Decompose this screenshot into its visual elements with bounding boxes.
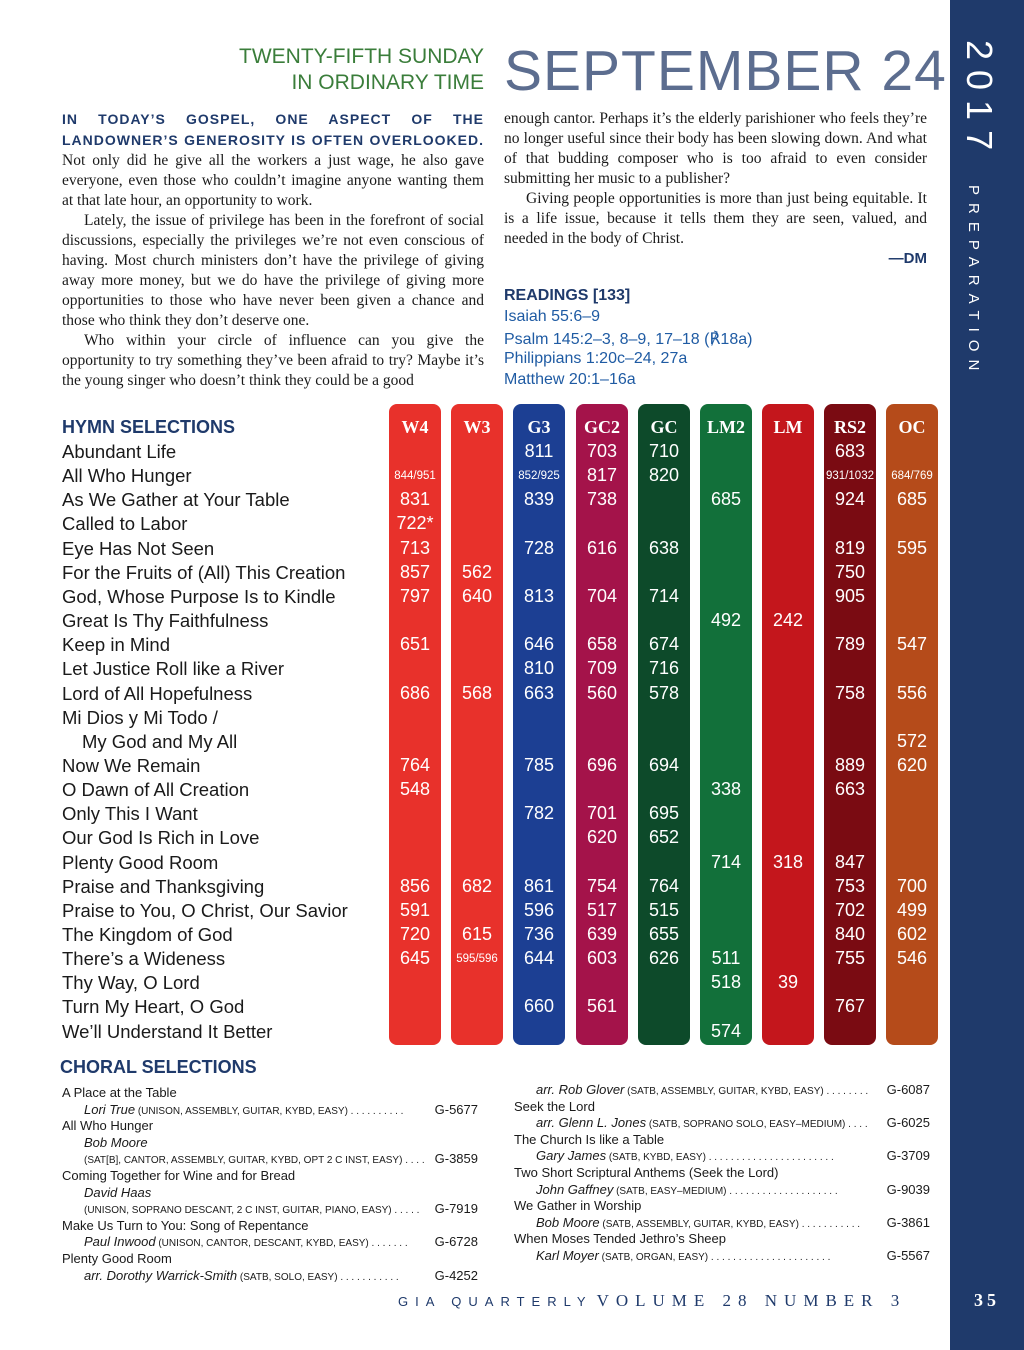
choral-catalog-number: G-3861 [886,1214,930,1230]
hymn-number-cell: 728 [523,537,555,558]
choral-voicing: (SATB, ASSEMBLY, GUITAR, KYBD, EASY) . . . . . . . . [624,1086,869,1097]
hymn-number-cell: 561 [586,996,618,1017]
hymn-number-cell: 782 [523,803,555,824]
hymn-number-cell: 861 [523,875,555,896]
article-column-left [62,109,484,391]
choral-credit [84,1135,478,1150]
choral-arranger: Lori True [84,1101,136,1117]
hymn-number-cell: 819 [834,537,866,558]
choral-title: Two Short Scriptural Anthems (Seek the Lord) [514,1165,779,1180]
choral-credit [536,1082,930,1097]
hymn-number-cell: 684/769 [891,470,933,483]
hymn-number-cell: 857 [399,561,431,582]
hymn-number-cell: 703 [586,441,618,461]
hymn-number-cell: 652 [648,827,680,848]
hymnal-column-header: OC [898,417,926,437]
hymn-title: Eye Has Not Seen [62,537,215,559]
choral-title: We Gather in Worship [514,1198,642,1214]
hymn-title: All Who Hunger [62,465,192,487]
choral-title: A Place at the Table [62,1085,177,1100]
choral-catalog-number: G-6087 [886,1082,930,1097]
choral-credit [536,1148,930,1163]
hymn-title: Our God Is Rich in Love [62,827,260,849]
hymn-number-cell: 639 [586,924,618,944]
hymn-number-cell: 694 [648,754,680,775]
choral-credit [536,1248,930,1263]
choral-voicing: (SATB, KYBD, EASY) . . . . . . . . . . . . . . . . . . . . . . . [606,1152,834,1164]
hymn-number-cell: 695 [648,803,680,824]
hymn-number-cell: 840 [834,924,866,944]
choral-catalog-number: G-5567 [886,1248,930,1263]
liturgical-day [200,44,484,96]
hymn-number-cell: 847 [834,851,866,872]
hymn-number-cell: 548 [399,779,431,800]
hymn-number-cell: 242 [772,610,804,631]
hymn-number-cell: 562 [461,561,493,582]
hymn-number-cell: 683 [834,441,866,461]
choral-catalog-number: G-3859 [434,1151,478,1167]
choral-selections-heading: CHORAL SELECTIONS [60,1057,257,1077]
hymn-number-cell: 810 [523,658,555,679]
hymn-number-cell: 817 [586,465,618,486]
hymn-number-cell: 931/1032 [826,470,874,483]
hymn-number-cell: 651 [399,634,431,655]
hymn-number-cell: 701 [586,803,618,824]
hymnal-column-header: W3 [463,417,491,437]
hymn-number-cell: 518 [710,972,742,993]
hymn-number-cell: 813 [523,585,555,606]
choral-catalog-number: G-4252 [434,1267,478,1283]
liturgical-day-line1: TWENTY-FIFTH SUNDAY [239,45,484,68]
choral-voicing: (SATB, EASY–MEDIUM) . . . . . . . . . . . . . . . . . . . . [613,1185,838,1197]
choral-voicing: (UNISON, CANTOR, DESCANT, KYBD, EASY) . . . . . . . [155,1238,408,1250]
hymn-number-cell: 338 [710,779,742,800]
hymn-title: Now We Remain [62,754,201,776]
choral-credit [536,1215,930,1230]
hymn-number-cell: 750 [834,561,866,582]
choral-credit [84,1151,478,1166]
choral-catalog-number: G-3709 [886,1148,930,1164]
hymn-title: Great Is Thy Faithfulness [62,610,269,632]
article-paragraph: Who within your circle of influence can you give the opportunity to try something they’ve been afraid to try? Maybe it’s the young singer who doesn’t think they could be a good [62,332,484,389]
choral-voicing: (UNISON, ASSEMBLY, GUITAR, KYBD, EASY) . . . . . . . . . . [135,1105,404,1117]
reading-item: Matthew 20:1–16a [504,371,636,388]
hymn-number-cell: 640 [461,585,493,606]
hymn-number-cell: 755 [834,948,866,969]
hymn-number-cell: 820 [648,465,680,486]
hymn-number-cell: 856 [399,875,431,896]
hymn-title: O Dawn of All Creation [62,779,250,801]
liturgical-day-line2: IN ORDINARY TIME [291,71,484,94]
article-paragraph: enough cantor. Perhaps it’s the elderly parishioner who feels they’re no longer useful since their body has been slowing down. And what of that budding composer who is too afraid to even consider submitting her music to a publisher? [504,110,927,187]
hymn-number-cell: 595 [896,537,928,558]
hymn-title: We’ll Understand It Better [62,1020,273,1042]
hymn-number-cell: 720 [399,924,431,944]
hymn-number-cell: 831 [399,489,431,510]
article-signature: —DM [888,250,927,267]
hymn-title: God, Whose Purpose Is to Kindle [62,585,336,607]
hymn-number-cell: 620 [586,827,618,848]
choral-title: Seek the Lord [514,1098,595,1114]
hymn-title: As We Gather at Your Table [62,489,290,511]
hymn-number-cell: 789 [834,634,866,655]
hymn-number-cell: 758 [834,682,866,703]
hymn-number-cell: 839 [523,489,555,510]
hymn-number-cell: 591 [399,899,431,920]
hymn-number-cell: 767 [834,996,866,1017]
hymn-number-cell: 492 [710,610,742,631]
hymn-title: Turn My Heart, O God [62,996,245,1018]
hymn-number-cell: 713 [399,537,431,558]
hymn-title: Lord of All Hopefulness [62,682,253,704]
choral-catalog-number: G-7919 [434,1201,478,1217]
hymn-number-cell: 722* [396,513,434,534]
hymn-number-cell: 764 [648,875,680,896]
hymn-number-cell: 603 [586,948,618,969]
choral-arranger: Bob Moore [84,1134,148,1150]
hymn-number-cell: 615 [461,924,493,944]
hymn-title: The Kingdom of God [62,924,233,945]
hymn-number-cell: 556 [896,682,928,703]
hymn-title: Only This I Want [62,803,198,825]
hymn-number-cell: 620 [896,754,928,775]
choral-credit [84,1185,478,1200]
choral-title: Plenty Good Room [62,1251,172,1266]
hymn-number-cell: 785 [523,754,555,775]
publication-name: GIA QUARTERLY [398,1294,593,1309]
hymn-number-cell: 797 [399,585,431,606]
hymn-number-cell: 811 [524,441,554,461]
hymn-number-cell: 572 [896,730,928,751]
hymn-number-cell: 700 [896,875,928,896]
choral-catalog-number: G-6025 [886,1115,930,1131]
hymn-number-cell: 714 [710,851,742,872]
choral-arranger: Paul Inwood [84,1234,156,1250]
hymn-number-cell: 595/596 [456,953,498,966]
choral-arranger: arr. Dorothy Warrick-Smith [84,1267,238,1283]
hymn-selections-heading: HYMN SELECTIONS [62,417,236,437]
hymn-number-cell: 714 [648,585,680,606]
choral-title: When Moses Tended Jethro’s Sheep [514,1231,726,1247]
choral-voicing: (SATB, SOPRANO SOLO, EASY–MEDIUM) . . . . [646,1119,868,1131]
hymn-number-cell: 696 [586,754,618,775]
hymn-number-cell: 560 [586,682,618,703]
hymn-number-cell: 674 [648,634,680,655]
article-column-right [504,109,927,269]
choral-voicing: (SATB, SOLO, EASY) . . . . . . . . . . . [237,1271,399,1283]
hymn-number-cell: 547 [896,634,928,655]
hymn-number-cell: 39 [777,972,799,993]
hymn-number-cell: 578 [648,682,680,703]
choral-arranger: David Haas [84,1184,152,1200]
choral-credit [84,1234,478,1249]
choral-catalog-number: G-9039 [886,1181,930,1197]
hymn-number-cell: 616 [586,537,618,558]
hymnal-column-header: G3 [527,417,551,437]
sidebar-band [950,0,1024,1350]
hymn-number-cell: 660 [523,996,555,1017]
hymn-number-cell: 318 [772,851,804,872]
hymn-number-cell: 596 [523,899,555,920]
hymn-number-cell: 602 [896,924,928,944]
hymn-number-cell: 515 [648,899,680,920]
publication-volume: VOLUME 28 NUMBER 3 [596,1291,907,1310]
hymn-number-cell: 844/951 [394,470,436,483]
hymn-number-cell: 710 [648,441,680,461]
hymn-title: There’s a Wideness [62,948,226,970]
hymn-number-cell: 499 [896,899,928,920]
hymn-number-cell: 905 [834,585,866,606]
hymn-title: Abundant Life [62,441,177,462]
hymnal-column-header: LM [773,417,803,437]
hymnal-column-header: GC [650,417,678,437]
hymn-number-cell: 738 [586,489,618,510]
choral-title: The Church Is like a Table [514,1131,665,1147]
hymn-number-cell: 852/925 [518,470,560,483]
choral-title: Make Us Turn to You: Song of Repentance [62,1217,309,1233]
hymn-number-cell: 655 [648,924,680,944]
hymn-number-cell: 889 [834,754,866,775]
hymn-title: Mi Dios y Mi Todo / [62,706,218,728]
hymn-title: Let Justice Roll like a River [62,658,285,680]
hymn-number-cell: 574 [710,1020,742,1041]
hymn-number-cell: 645 [399,948,431,969]
choral-arranger: arr. Glenn L. Jones [536,1115,647,1131]
hymn-number-cell: 716 [648,658,680,679]
hymn-number-cell: 764 [399,754,431,775]
choral-arranger: arr. Rob Glover [536,1082,625,1097]
page-title-date: SEPTEMBER 24 [504,39,947,103]
hymn-number-cell: 924 [834,489,866,510]
article-text: Not only did he give all the workers a just wage, he also gave everyone, even those who couldn’t imagine anyone wanting them at that late hour, an opportunity to work. [62,152,484,209]
choral-catalog-number: G-5677 [434,1101,478,1117]
reading-item: Isaiah 55:6–9 [504,308,601,325]
hymn-number-cell: 682 [461,875,493,896]
choral-credit [84,1102,478,1117]
hymn-number-cell: 663 [523,682,555,703]
choral-voicing: (SATB, ORGAN, EASY) . . . . . . . . . . . . . . . . . . . . . . [598,1252,831,1263]
sidebar-year: 2017 [959,40,1000,161]
choral-credit [84,1201,478,1216]
choral-voicing: (UNISON, SOPRANO DESCANT, 2 C INST, GUITAR, PIANO, EASY) . . . . . [84,1205,420,1217]
publication-footer [398,1291,906,1311]
hymn-number-cell: 754 [586,875,618,896]
article-paragraph [62,109,484,211]
hymnal-column-1 [451,404,503,1045]
hymn-title: Plenty Good Room [62,851,219,873]
hymn-title: Praise and Thanksgiving [62,875,265,897]
hymnal-column-header: GC2 [584,417,620,437]
article-paragraph: Lately, the issue of privilege has been in the forefront of social discussions, especially the privileges we’re not even conscious of having. Most church ministers don’t have the privilege of giving away more money, but we do have the privilege of giving more opportunities to those who have never been given a chance and those who think they don’t deserve one. [62,212,484,329]
choral-voicing: (SAT[B], CANTOR, ASSEMBLY, GUITAR, KYBD, OPT 2 C INST, EASY) . . . . [84,1155,425,1167]
choral-arranger: Bob Moore [536,1214,600,1230]
hymn-number-cell: 709 [586,658,618,679]
hymn-number-cell: 686 [399,682,431,703]
sidebar-label: PREPARATION [965,185,982,379]
choral-credit [536,1182,930,1197]
hymn-number-cell: 644 [523,948,555,969]
page-number: 35 [974,1290,1000,1310]
choral-credit [84,1268,478,1283]
choral-arranger: John Gaffney [536,1181,614,1197]
hymn-number-cell: 638 [648,537,680,558]
choral-catalog-number: G-6728 [434,1234,478,1250]
choral-voicing: (SATB, ASSEMBLY, GUITAR, KYBD, EASY) . . . . . . . . . . . [599,1218,861,1230]
choral-title: Coming Together for Wine and for Bread [62,1168,296,1183]
choral-credit [536,1115,930,1130]
hymn-title: Keep in Mind [62,634,170,656]
hymn-title: Praise to You, O Christ, Our Savior [62,899,348,921]
hymn-title: Thy Way, O Lord [62,972,200,994]
hymn-title: Called to Labor [62,513,188,535]
article-paragraph: Giving people opportunities is more than just being equitable. It is a life issue, because it tells them they are seen, valued, and needed in the body of Christ. [504,190,927,247]
choral-arranger: Karl Moyer [536,1248,599,1263]
article-lead: IN TODAY’S GOSPEL, ONE ASPECT OF THE LANDOWNER’S GENEROSITY IS OFTEN OVERLOOKED. [62,111,484,148]
hymn-number-cell: 626 [648,948,680,969]
hymn-number-cell: 511 [711,948,741,969]
hymnal-column-header: RS2 [833,417,866,437]
choral-title: All Who Hunger [62,1118,154,1134]
hymn-title: My God and My All [82,730,238,752]
hymn-number-cell: 517 [586,899,618,920]
hymnal-column-header: W4 [401,417,429,437]
hymn-number-cell: 568 [461,682,493,703]
hymn-number-cell: 646 [523,634,555,655]
hymn-number-cell: 685 [896,489,928,510]
hymn-number-cell: 546 [896,948,928,969]
hymnal-column-header: LM2 [707,417,745,437]
hymn-number-cell: 658 [586,634,618,655]
hymn-number-cell: 685 [710,489,742,510]
hymnal-column-6 [762,404,814,1045]
hymn-title: For the Fruits of (All) This Creation [62,561,346,583]
hymn-number-cell: 736 [523,924,555,944]
hymn-number-cell: 663 [834,779,866,800]
readings-heading: READINGS [133] [504,287,631,304]
hymn-number-cell: 704 [586,585,618,606]
hymn-number-cell: 702 [834,899,866,920]
reading-item: Psalm 145:2–3, 8–9, 17–18 (℟18a) [504,331,753,348]
hymn-number-cell: 753 [834,875,866,896]
choral-arranger: Gary James [536,1148,607,1164]
reading-item: Philippians 1:20c–24, 27a [504,350,688,367]
